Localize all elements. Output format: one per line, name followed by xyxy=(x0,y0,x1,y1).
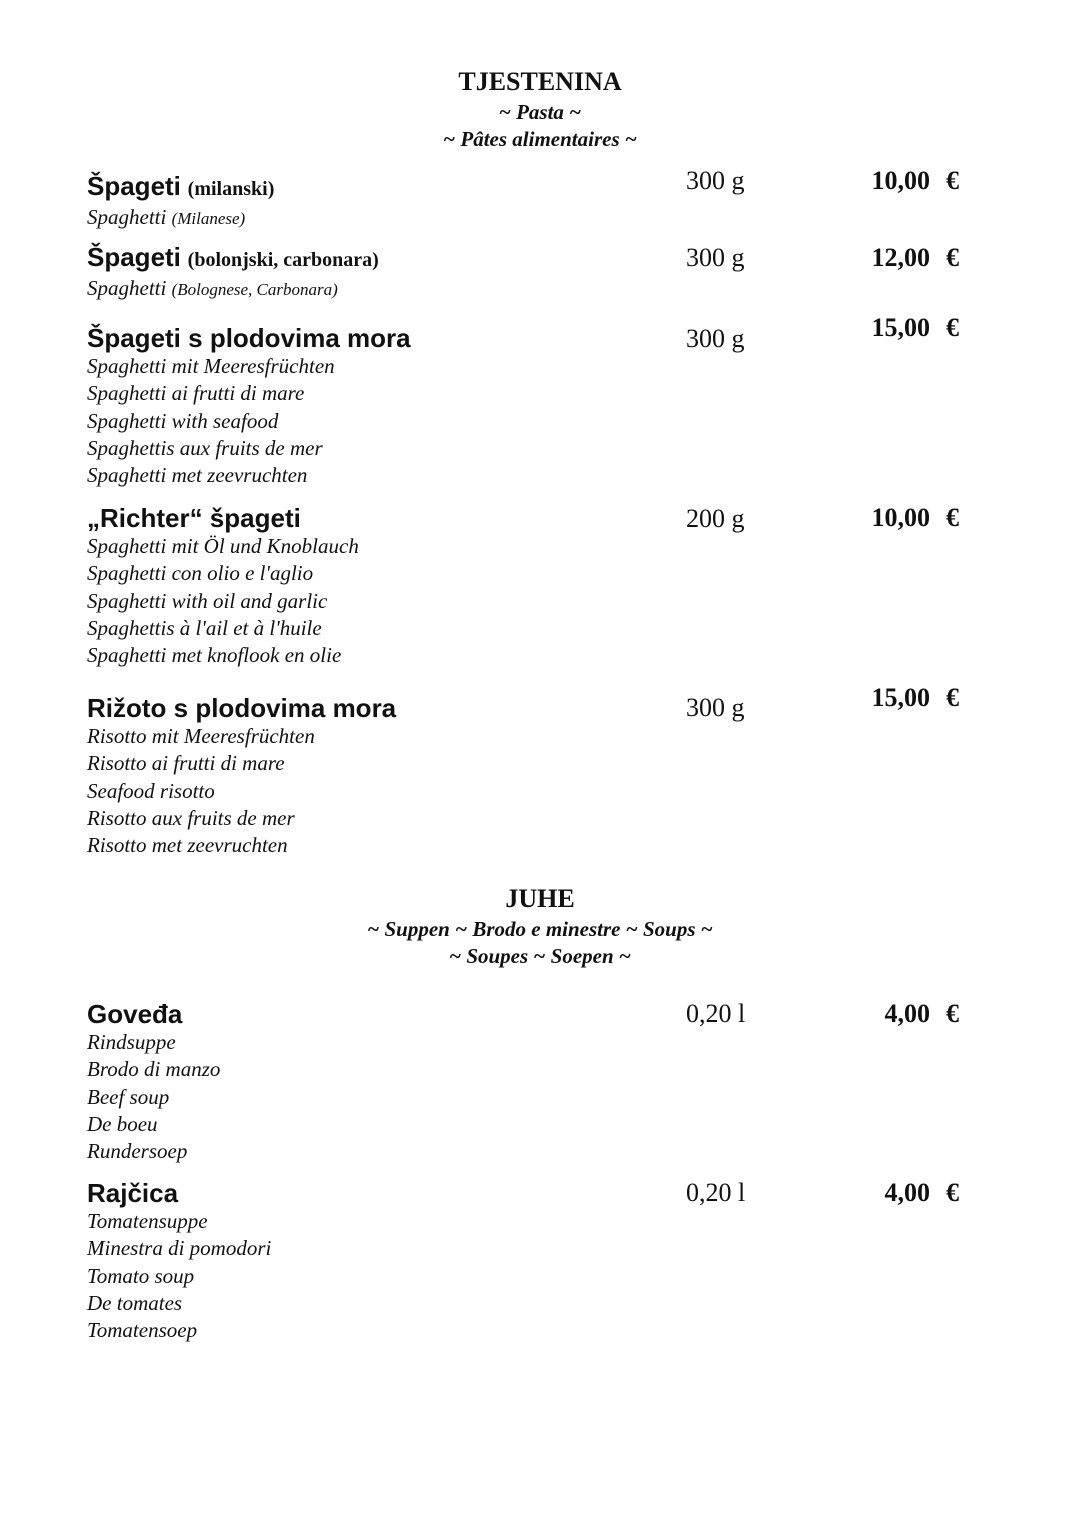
item-translation: Rindsuppe xyxy=(87,1030,176,1054)
item-translation: Spaghetti ai frutti di mare xyxy=(87,381,305,406)
item-translation: Risotto aux fruits de mer xyxy=(87,805,295,830)
soup-section-subtitle: ~ Suppen ~ Brodo e minestre ~ Soups ~ xyxy=(367,917,713,941)
item-price: 15,00 xyxy=(871,313,930,342)
item-price: 12,00 xyxy=(871,243,930,272)
item-name-suffix: (milanski) xyxy=(187,178,275,200)
currency-symbol: € xyxy=(946,1178,959,1207)
pasta-section-title: TJESTENINA xyxy=(458,67,622,96)
item-translation-suffix: (Milanese) xyxy=(171,209,246,228)
item-translation: Spaghetti mit Meeresfrüchten xyxy=(87,354,335,378)
item-translation: Risotto ai frutti di mare xyxy=(87,751,285,776)
menu-item-rizoto-plodovi-mora xyxy=(87,693,987,859)
item-price: 10,00 xyxy=(871,503,930,532)
item-name: Špageti s plodovima mora xyxy=(87,323,411,353)
soup-section-title: JUHE xyxy=(505,884,575,913)
item-price: 15,00 xyxy=(871,683,930,712)
item-name: „Richter“ špageti xyxy=(87,503,301,533)
menu-item-spageti-plodovi-mora xyxy=(87,323,987,489)
item-translation: Rundersoep xyxy=(87,1139,188,1164)
item-translation: Spaghetti con olio e l'aglio xyxy=(87,561,314,586)
item-price: 10,00 xyxy=(871,166,930,195)
item-name: Špageti xyxy=(87,171,181,201)
item-translation: De tomates xyxy=(87,1290,183,1315)
item-translation: Spaghettis à l'ail et à l'huile xyxy=(87,615,322,640)
item-name: Rajčica xyxy=(87,1178,179,1208)
item-translation: Tomato soup xyxy=(87,1263,195,1288)
item-quantity: 300 g xyxy=(686,166,745,195)
item-translation: Spaghetti met knoflook en olie xyxy=(87,643,342,668)
item-translation: Spaghettis aux fruits de mer xyxy=(87,435,323,460)
item-name: Rižoto s plodovima mora xyxy=(87,693,397,723)
item-translation: Risotto met zeevruchten xyxy=(87,833,288,858)
item-translation: Risotto mit Meeresfrüchten xyxy=(87,724,315,748)
currency-symbol: € xyxy=(946,313,959,342)
currency-symbol: € xyxy=(946,166,959,195)
pasta-section-subtitle-fr: ~ Pâtes alimentaires ~ xyxy=(443,127,637,151)
currency-symbol: € xyxy=(946,999,959,1028)
item-quantity: 300 g xyxy=(686,324,745,353)
item-price: 4,00 xyxy=(884,999,930,1028)
item-translation: Brodo di manzo xyxy=(87,1057,221,1082)
item-translation: Spaghetti mit Öl und Knoblauch xyxy=(87,534,359,558)
item-quantity: 0,20 l xyxy=(686,1178,746,1207)
currency-symbol: € xyxy=(946,243,959,272)
item-quantity: 0,20 l xyxy=(686,999,746,1028)
item-translation: Spaghetti met zeevruchten xyxy=(87,463,308,488)
item-translation: Seafood risotto xyxy=(87,778,215,803)
item-translation: Spaghetti with seafood xyxy=(87,408,279,433)
item-name: Goveđa xyxy=(87,999,183,1029)
currency-symbol: € xyxy=(946,683,959,712)
item-translation: Spaghetti xyxy=(87,276,167,300)
item-translation: De boeu xyxy=(87,1111,158,1136)
item-translation: Tomatensuppe xyxy=(87,1209,208,1233)
item-translation: Beef soup xyxy=(87,1084,170,1109)
item-translation: Tomatensoep xyxy=(87,1318,198,1343)
item-price: 4,00 xyxy=(884,1178,930,1207)
pasta-section-subtitle: ~ Pasta ~ xyxy=(498,100,582,124)
soup-section-subtitle-2: ~ Soupes ~ Soepen ~ xyxy=(449,944,631,968)
item-translation: Spaghetti with oil and garlic xyxy=(87,588,328,613)
currency-symbol: € xyxy=(946,503,959,532)
item-quantity: 200 g xyxy=(686,504,745,533)
item-name-suffix: (bolonjski, carbonara) xyxy=(187,249,379,271)
item-translation-suffix: (Bolognese, Carbonara) xyxy=(171,280,338,299)
item-translation: Spaghetti xyxy=(87,205,167,229)
item-quantity: 300 g xyxy=(686,693,745,722)
item-name: Špageti xyxy=(87,242,181,272)
item-quantity: 300 g xyxy=(686,243,745,272)
item-translation: Minestra di pomodori xyxy=(87,1236,272,1261)
